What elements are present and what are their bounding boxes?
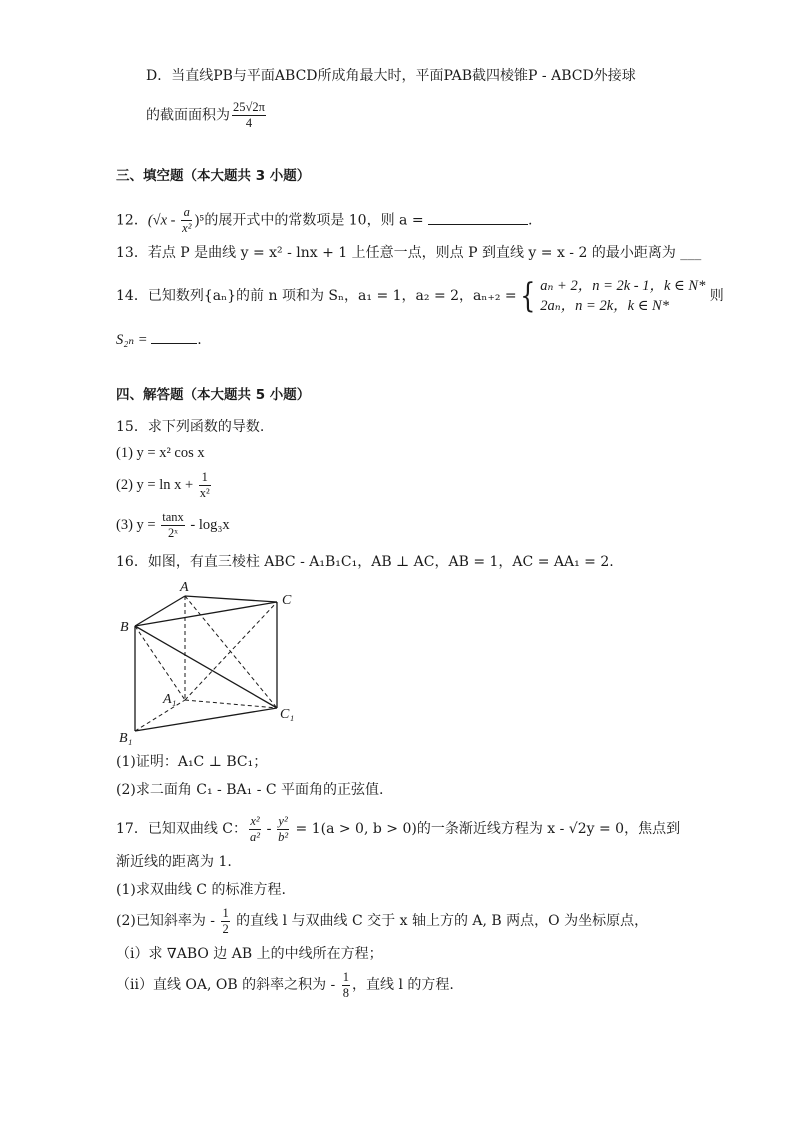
expr-part: (2) y = ln x + (116, 477, 197, 493)
label-C: C (282, 593, 292, 608)
option-d-line2 (146, 100, 268, 131)
option-d-text: D．当直线PB与平面ABCD所成角最大时，平面PAB截四棱锥P - ABCD外接球 (146, 68, 636, 84)
question-15-stem: 15．求下列函数的导数. (116, 419, 265, 435)
q17-fraction-y (277, 814, 289, 845)
fraction-numerator: x² (250, 813, 260, 828)
expr-part: )⁵ (194, 212, 205, 229)
question-16-part1: (1)证明：A₁C ⊥ BC₁； (116, 754, 268, 770)
question-15-part3 (116, 508, 230, 542)
fraction-numerator: 25√2π (233, 100, 265, 114)
fraction-denominator: 2 (222, 921, 229, 936)
question-17-stem-line2: 渐近线的距离为 1. (116, 854, 232, 870)
question-13: 13．若点 P 是曲线 y = x² - lnx + 1 上任意一点，则点 P 到直线 y = x - 2 的最小距离为 ___ (116, 245, 702, 261)
prism-figure (112, 578, 312, 748)
question-17-stem: 17．已知双曲线 C： $\frac{\text{x²}}{\text{a²}}$ - $\frac{\text{y²}}{\text{b²}}$ = 1(a > 0, b > 0)的一条渐近线方程为 x - √2y = 0，焦点到 (116, 813, 681, 844)
question-text: 的展开式中的常数项是 10，则 a = (204, 212, 429, 229)
fraction-numerator: y² (278, 813, 288, 828)
question-number: 12． (116, 212, 148, 229)
question-12 (116, 205, 532, 236)
fraction-numerator: 1 (222, 905, 229, 920)
fraction-denominator: a² (249, 829, 260, 844)
expr-part: (3) y = (116, 517, 160, 533)
fraction-numerator: 1 (342, 969, 349, 984)
question-17-part1: (1)求双曲线 C 的标准方程. (116, 882, 286, 898)
question-15-part2 (116, 468, 213, 502)
option-d-text-2: 的截面面积为 (146, 107, 230, 124)
fraction-numerator: tanx (162, 510, 184, 525)
fraction-denominator: 2ˣ (168, 526, 178, 541)
question-text: 17．已知双曲线 C： (116, 821, 247, 837)
fraction-denominator: x² (182, 221, 192, 235)
edge-A1C1 (185, 700, 277, 708)
left-brace: { (519, 276, 536, 316)
question-16-stem: 16．如图，有直三棱柱 ABC - A₁B₁C₁，AB ⊥ AC，AB = 1，AC = AA₁ = 2. (116, 554, 614, 570)
question-text: （ii）直线 OA, OB 的斜率之积为 - (116, 977, 340, 993)
question-text: 的直线 l 与双曲线 C 交于 x 轴上方的 A, B 两点，O 为坐标原点， (231, 913, 649, 929)
section-title-solve: 四、解答题（本大题共 5 小题） (116, 387, 311, 403)
answer-blank[interactable] (151, 331, 197, 344)
question-15-part1: (1) y = x² cos x (116, 445, 205, 461)
label-B: B (120, 620, 129, 635)
expr-part: - log₃x (186, 517, 230, 533)
option-d-line1 (146, 66, 636, 86)
question-text: 14．已知数列{aₙ}的前 n 项和为 Sₙ，a₁ = 1，a₂ = 2，aₙ₊₂ = (116, 288, 517, 304)
period: . (197, 332, 202, 348)
edge-AC (185, 596, 277, 602)
label-A: A (180, 580, 189, 595)
fraction-denominator: 8 (342, 985, 349, 1000)
label-C1: C₁ (280, 707, 295, 722)
label-B1: B₁ (119, 731, 133, 746)
q17-slope-fraction (221, 906, 229, 937)
fraction-denominator: 4 (245, 116, 253, 130)
fraction-denominator: x² (199, 486, 210, 501)
segment-BA1 (135, 626, 185, 700)
expr-part: (√x - (147, 212, 180, 229)
question-14 (116, 276, 724, 316)
edge-BC (135, 602, 277, 626)
piecewise-cases (540, 276, 705, 316)
label-A1: A₁ (163, 692, 177, 707)
case-1: aₙ + 2，n = 2k - 1，k ∈ N* (540, 278, 706, 294)
q15-p2-fraction (199, 470, 211, 501)
question-text: = 1(a > 0, b > 0)的一条渐近线方程为 x - √2y = 0，焦点到 (291, 821, 681, 837)
q17-product-fraction (342, 970, 350, 1001)
section-title-fill-in: 三、填空题（本大题共 3 小题） (116, 168, 311, 184)
question-17-part2 (116, 904, 648, 938)
segment-A1C (185, 602, 277, 700)
q15-p3-fraction (161, 510, 185, 541)
q17-fraction-x (249, 814, 261, 845)
diagonal-BC1 (135, 626, 277, 708)
fraction-denominator: b² (278, 829, 289, 844)
question-text: ，直线 l 的方程. (352, 977, 454, 993)
q12-fraction (181, 205, 192, 236)
question-17-part-ii (116, 968, 454, 1002)
question-text-suffix: 则 (709, 288, 724, 304)
question-16-part2: (2)求二面角 C₁ - BA₁ - C 平面角的正弦值. (116, 782, 384, 798)
period: . (528, 212, 533, 229)
sum-label: S₂ₙ = (116, 332, 152, 348)
edge-B1C1 (135, 708, 277, 731)
question-14-line2 (116, 330, 202, 350)
case-2: 2aₙ，n = 2k，k ∈ N* (540, 298, 669, 314)
fraction-numerator: a (181, 205, 192, 221)
question-17-part-i: （i）求 ∇ABO 边 AB 上的中线所在方程； (116, 946, 383, 962)
answer-blank[interactable] (428, 212, 528, 225)
option-d-fraction (232, 100, 266, 131)
question-text: (2)已知斜率为 - (116, 913, 220, 929)
segment-AC1 (185, 596, 277, 708)
fraction-numerator: 1 (199, 470, 211, 486)
